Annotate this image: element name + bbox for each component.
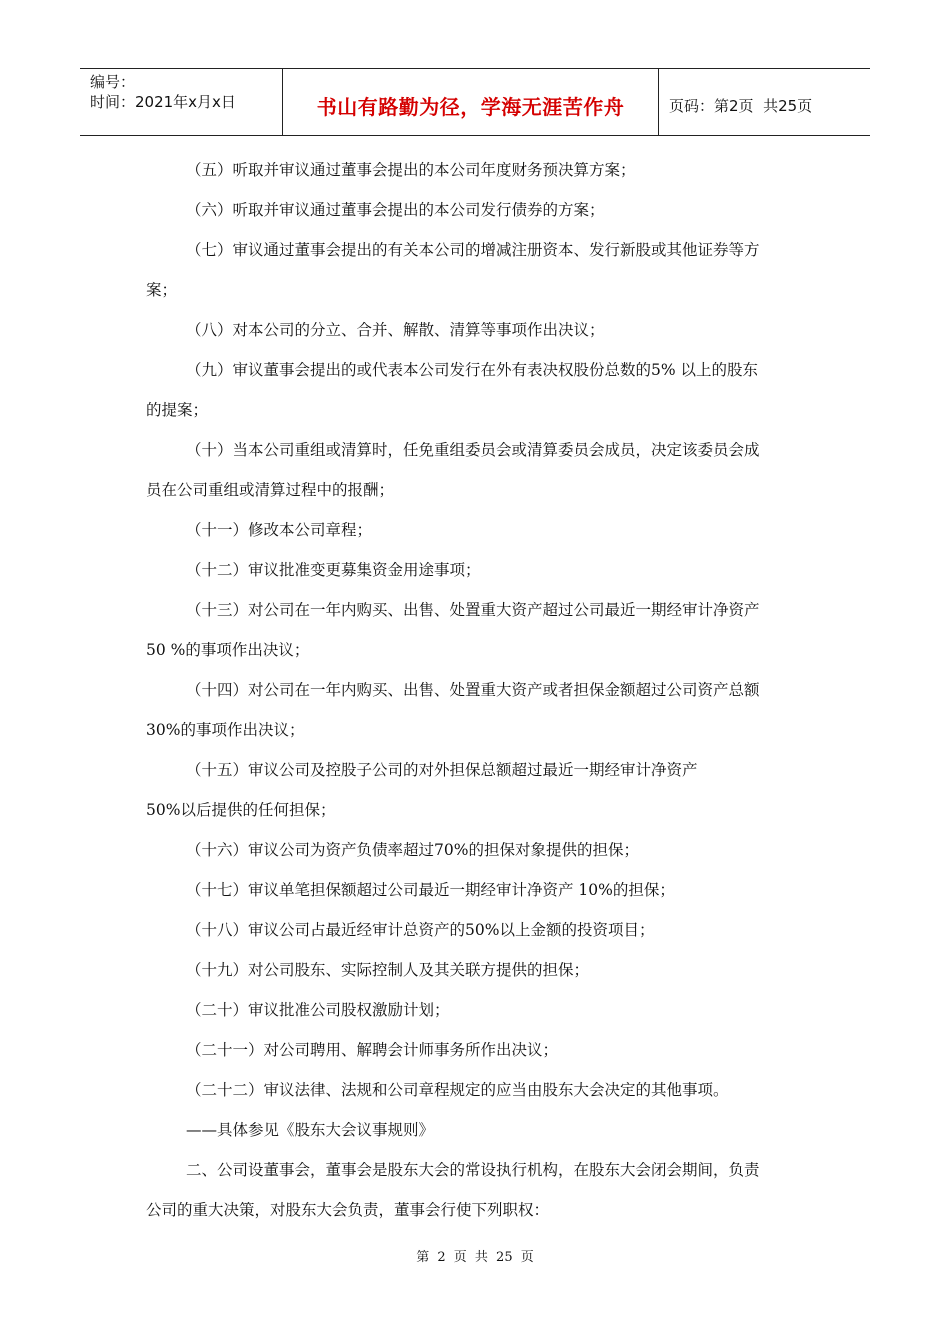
page-header [80,68,870,136]
paragraph [146,1030,806,1070]
page-footer [0,1246,950,1265]
paragraph-line: （十三）对公司在一年内购买、出售、处置重大资产超过公司最近一期经审计净资产 [186,601,760,619]
paragraph-line: （七）审议通过董事会提出的有关本公司的增减注册资本、发行新股或其他证券等方 [186,241,760,259]
paragraph-line: （十八）审议公司占最近经审计总资产的50%以上金额的投资项目； [186,921,655,939]
header-page-number: 页码：第2页 共25页 [669,96,813,115]
document-number: 编号： [90,73,136,91]
header-meta [80,69,282,135]
paragraph [146,590,806,670]
header-motto-cell [282,69,659,135]
paragraph [146,670,806,750]
paragraph [146,350,806,430]
paragraph-line: 的提案； [146,401,209,419]
paragraph-line: 案； [146,281,178,299]
paragraph [146,510,806,550]
paragraph-line: （九）审议董事会提出的或代表本公司发行在外有表决权股份总数的5% 以上的股东 [186,361,759,379]
footer-page-number: 第 2 页 共 25 页 [416,1250,534,1265]
paragraph-line: ——具体参见《股东大会议事规则》 [186,1121,435,1139]
header-motto: 书山有路勤为径，学海无涯苦作舟 [316,94,625,119]
paragraph-line: （二十）审议批准公司股权激励计划； [186,1001,450,1019]
paragraph [146,150,806,190]
paragraph-line: （五）听取并审议通过董事会提出的本公司年度财务预决算方案； [186,161,636,179]
paragraph [146,550,806,590]
paragraph [146,950,806,990]
paragraph [146,750,806,830]
document-date: 时间：2021年x月x日 [90,93,236,111]
document-body [146,150,806,1230]
paragraph-line: （十九）对公司股东、实际控制人及其关联方提供的担保； [186,961,590,979]
paragraph-line: （十）当本公司重组或清算时，任免重组委员会或清算委员会成员，决定该委员会成 [186,441,760,459]
paragraph [146,870,806,910]
paragraph-line: （二十二）审议法律、法规和公司章程规定的应当由股东大会决定的其他事项。 [186,1081,729,1099]
paragraph [146,190,806,230]
paragraph-line: （十二）审议批准变更募集资金用途事项； [186,561,481,579]
paragraph [146,1150,806,1230]
paragraph-line: （十六）审议公司为资产负债率超过70%的担保对象提供的担保； [186,841,639,859]
paragraph [146,830,806,870]
paragraph-line: 二、公司设董事会，董事会是股东大会的常设执行机构，在股东大会闭会期间，负责 [186,1161,760,1179]
paragraph [146,230,806,310]
paragraph-line: （十一）修改本公司章程； [186,521,373,539]
paragraph-line: （十七）审议单笔担保额超过公司最近一期经审计净资产 10%的担保； [186,881,675,899]
paragraph-line: 50%以后提供的任何担保； [146,801,336,819]
paragraph [146,990,806,1030]
paragraph-line: （十五）审议公司及控股子公司的对外担保总额超过最近一期经审计净资产 [186,761,698,779]
paragraph-line: 公司的重大决策，对股东大会负责，董事会行使下列职权： [146,1201,550,1219]
paragraph-line: 50 %的事项作出决议； [146,641,310,659]
paragraph [146,430,806,510]
paragraph [146,1110,806,1150]
paragraph [146,1070,806,1110]
paragraph-line: （十四）对公司在一年内购买、出售、处置重大资产或者担保金额超过公司资产总额 [186,681,760,699]
paragraph-line: （二十一）对公司聘用、解聘会计师事务所作出决议； [186,1041,559,1059]
paragraph-line: （八）对本公司的分立、合并、解散、清算等事项作出决议； [186,321,605,339]
paragraph [146,910,806,950]
paragraph-line: 员在公司重组或清算过程中的报酬； [146,481,395,499]
paragraph-line: 30%的事项作出决议； [146,721,305,739]
header-page-cell [659,69,870,135]
paragraph-line: （六）听取并审议通过董事会提出的本公司发行债券的方案； [186,201,605,219]
paragraph [146,310,806,350]
